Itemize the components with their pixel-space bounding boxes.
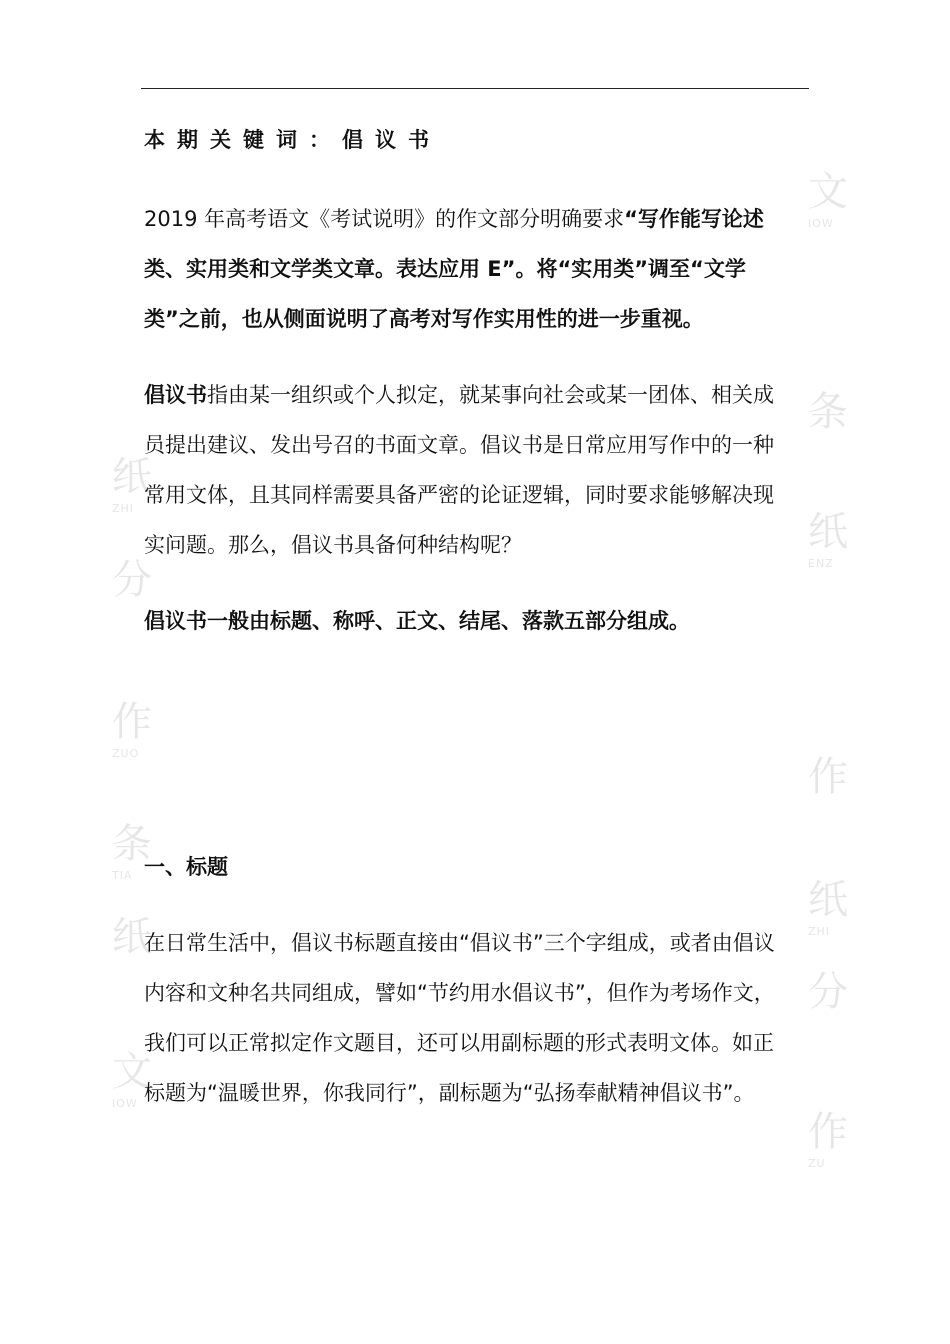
definition-text: 指由某一组织或个人拟定，就某事向社会或某一团体、相关成员提出建议、发出号召的书面文章。倡议书是日常应用写作中的一种常用文体，且其同样需要具备严密的论证逻辑，同时要求能够解决现实问题。那么，倡议书具备何种结构呢？ [144,383,774,557]
definition-term: 倡议书 [144,383,207,407]
watermark-fragment: 作 ZU [808,1109,848,1170]
document-body [144,118,792,1118]
intro-paragraph [144,194,792,344]
watermark-fragment: 文 IOW [112,1049,152,1110]
watermark-fragment: 分 [112,557,152,603]
definition-paragraph [144,370,792,570]
intro-bold-text: “写作能写论述类、实用类和文学类文章。表达应用 E”。将“实用类”调至“文学类”之前，也从侧面说明了高考对写作实用性的进一步重视。 [144,207,764,331]
watermark-fragment: 作 [808,754,848,800]
watermark-fragment: 文 IOW [808,169,848,230]
structure-summary-text: 倡议书一般由标题、称呼、正文、结尾、落款五部分组成。 [144,609,690,633]
watermark-fragment: 作 ZUO [112,699,152,760]
keyword-title: 本期关键词：倡议书 [144,128,441,152]
watermark-fragment: 纸 ZHI [112,454,152,515]
watermark-fragment: 条 TIA [112,821,152,882]
watermark-fragment: 条 [808,389,848,435]
title-section-paragraph: 在日常生活中，倡议书标题直接由“倡议书”三个字组成，或者由倡议内容和文种名共同组成，譬如“节约用水倡议书”，但作为考场作文，我们可以正常拟定作文题目，还可以用副标题的形式表明文体。如正标题为“温暖世界，你我同行”，副标题为“弘扬奉献精神倡议书”。 [144,931,775,1105]
watermark-fragment: 纸 ENZ [808,509,848,570]
structure-summary [144,596,792,646]
watermark-fragment: 纸 ZHI [808,877,848,938]
header-rule [141,88,809,89]
section-heading-title: 一、标题 [144,855,228,879]
intro-plain-text: 2019 年高考语文《考试说明》的作文部分明确要求 [144,207,625,231]
watermark-fragment: 分 [808,969,848,1015]
watermark-fragment: 纸 [112,914,152,960]
